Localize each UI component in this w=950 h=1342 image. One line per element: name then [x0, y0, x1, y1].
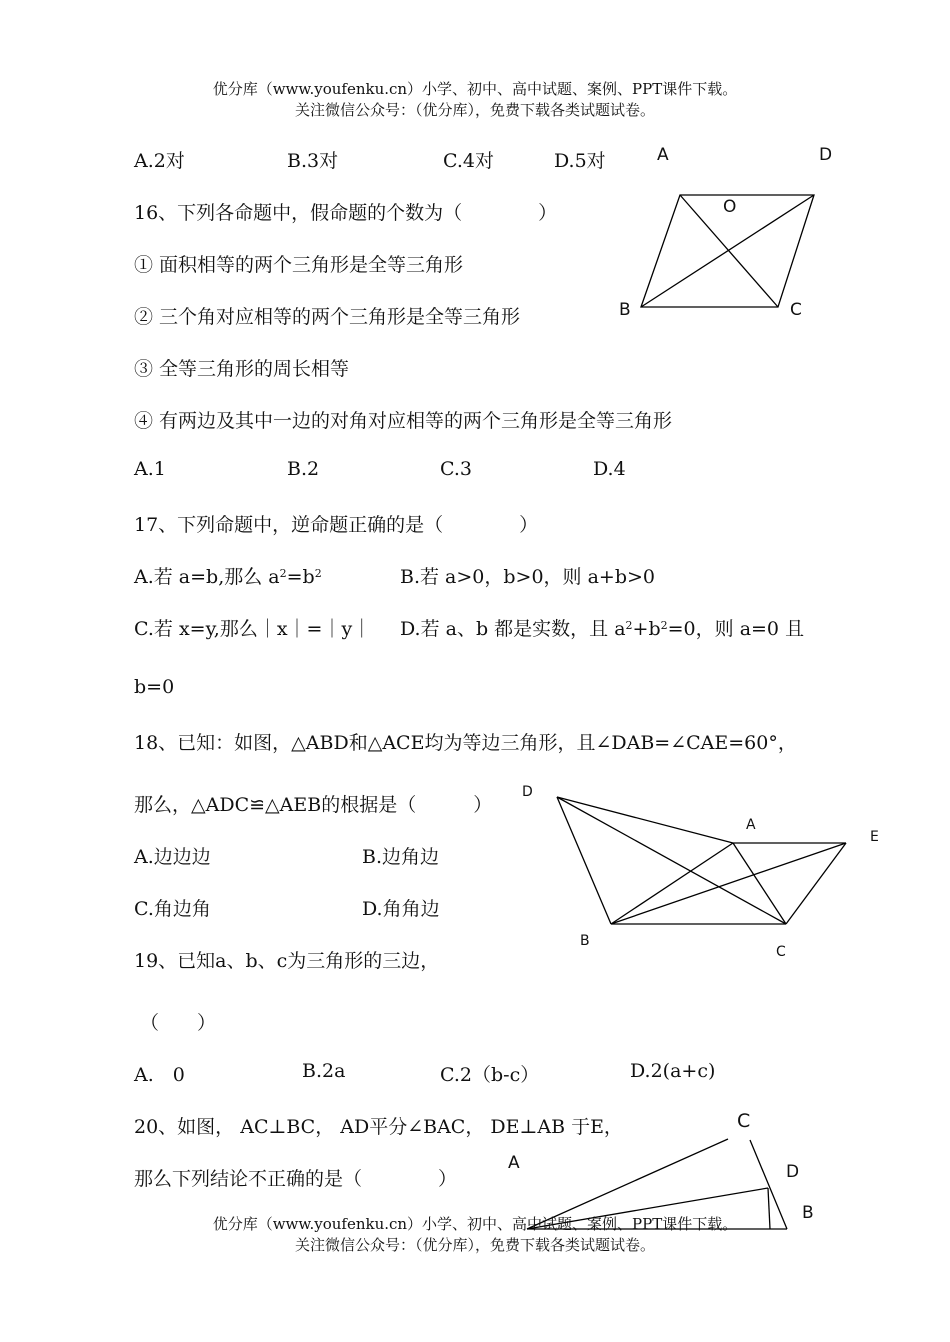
header-line-1: 优分库（www.youfenku.cn）小学、初中、高中试题、案例、PPT课件下载。	[212, 80, 738, 98]
fig2-label-d: D	[522, 784, 533, 800]
q20-stem-2: 那么下列结论不正确的是（ ）	[134, 1168, 458, 1190]
q19-stem: 19、已知a、b、c为三角形的三边，	[134, 950, 440, 972]
fig3-label-a: A	[508, 1153, 520, 1173]
fig1-label-o: O	[723, 197, 737, 217]
q18-option-b: B.边角边	[362, 846, 440, 868]
segment-db	[557, 797, 611, 924]
q18-option-d: D.角角边	[362, 898, 440, 920]
segment-ce	[786, 843, 846, 924]
q17-option-b: B.若 a>0，b>0，则 a+b>0	[400, 566, 656, 588]
fig2-label-c: C	[776, 944, 786, 960]
fig2-label-b: B	[580, 933, 590, 949]
q17-stem: 17、下列命题中，逆命题正确的是（ ）	[134, 514, 539, 536]
q16-item-3: ③ 全等三角形的周长相等	[134, 358, 350, 380]
segment-da	[557, 797, 733, 843]
q16-stem: 16、下列各命题中，假命题的个数为（ ）	[134, 202, 558, 224]
q19-paren: （ ）	[140, 1012, 217, 1034]
header-line-2: 关注微信公众号：（优分库），免费下载各类试题试卷。	[294, 101, 655, 119]
q18-option-a: A.边边边	[134, 846, 211, 868]
q15-option-c: C.4对	[443, 150, 494, 172]
q17-option-a: A.若 a=b,那么 $a^2=b^2$	[134, 566, 322, 588]
segment-be	[611, 843, 846, 924]
fig1-label-c: C	[790, 300, 802, 320]
q18-option-c: C.角边角	[134, 898, 211, 920]
q15-option-a: A.2对	[134, 150, 185, 172]
q18-stem: 18、已知：如图，△ABD和△ACE均为等边三角形，且∠DAB=∠CAE=60°，	[134, 732, 797, 754]
q17-option-c: C.若 x=y,那么｜x｜=｜y｜	[134, 618, 372, 640]
fig3-label-d: D	[786, 1162, 800, 1182]
q16-item-2: ② 三个角对应相等的两个三角形是全等三角形	[134, 306, 521, 328]
q19-option-c: C.2（b-c）	[440, 1064, 540, 1086]
q16-option-c: C.3	[440, 458, 472, 480]
footer-line-1: 优分库（www.youfenku.cn）小学、初中、高中试题、案例、PPT课件下载。	[212, 1215, 738, 1233]
q19-option-d: D.2(a+c)	[630, 1060, 716, 1082]
footer-line-2: 关注微信公众号：（优分库），免费下载各类试题试卷。	[294, 1236, 655, 1254]
q15-option-b: B.3对	[287, 150, 339, 172]
q15-option-d: D.5对	[554, 150, 606, 172]
q16-option-b: B.2	[287, 458, 320, 480]
q17-option-d-continued: b=0	[134, 676, 175, 698]
fig1-label-b: B	[619, 300, 631, 320]
q16-item-4: ④ 有两边及其中一边的对角对应相等的两个三角形是全等三角形	[134, 410, 673, 432]
fig1-label-a: A	[657, 145, 669, 165]
segment-ac	[733, 843, 786, 924]
fig2-label-a: A	[746, 817, 756, 833]
q17-option-d: D.若 a、b 都是实数，且 $a^2+b^2=0$，则 a=0 且	[400, 618, 805, 640]
q16-option-a: A.1	[134, 458, 166, 480]
fig3-label-b: B	[802, 1203, 814, 1223]
fig3-label-c: C	[737, 1110, 751, 1132]
q19-option-b: B.2a	[302, 1060, 346, 1082]
figure-triangles	[557, 797, 846, 924]
q18-stem-2: 那么，△ADC≌△AEB的根据是（ ）	[134, 794, 492, 816]
q20-stem: 20、如图， AC⊥BC， AD平分∠BAC， DE⊥AB 于E，	[134, 1116, 623, 1138]
q19-option-a: A. 0	[134, 1064, 185, 1086]
q16-item-1: ① 面积相等的两个三角形是全等三角形	[134, 254, 464, 276]
q16-option-d: D.4	[593, 458, 626, 480]
fig2-label-e: E	[870, 829, 879, 845]
segment-ab	[611, 843, 733, 924]
fig1-label-d: D	[819, 145, 833, 165]
